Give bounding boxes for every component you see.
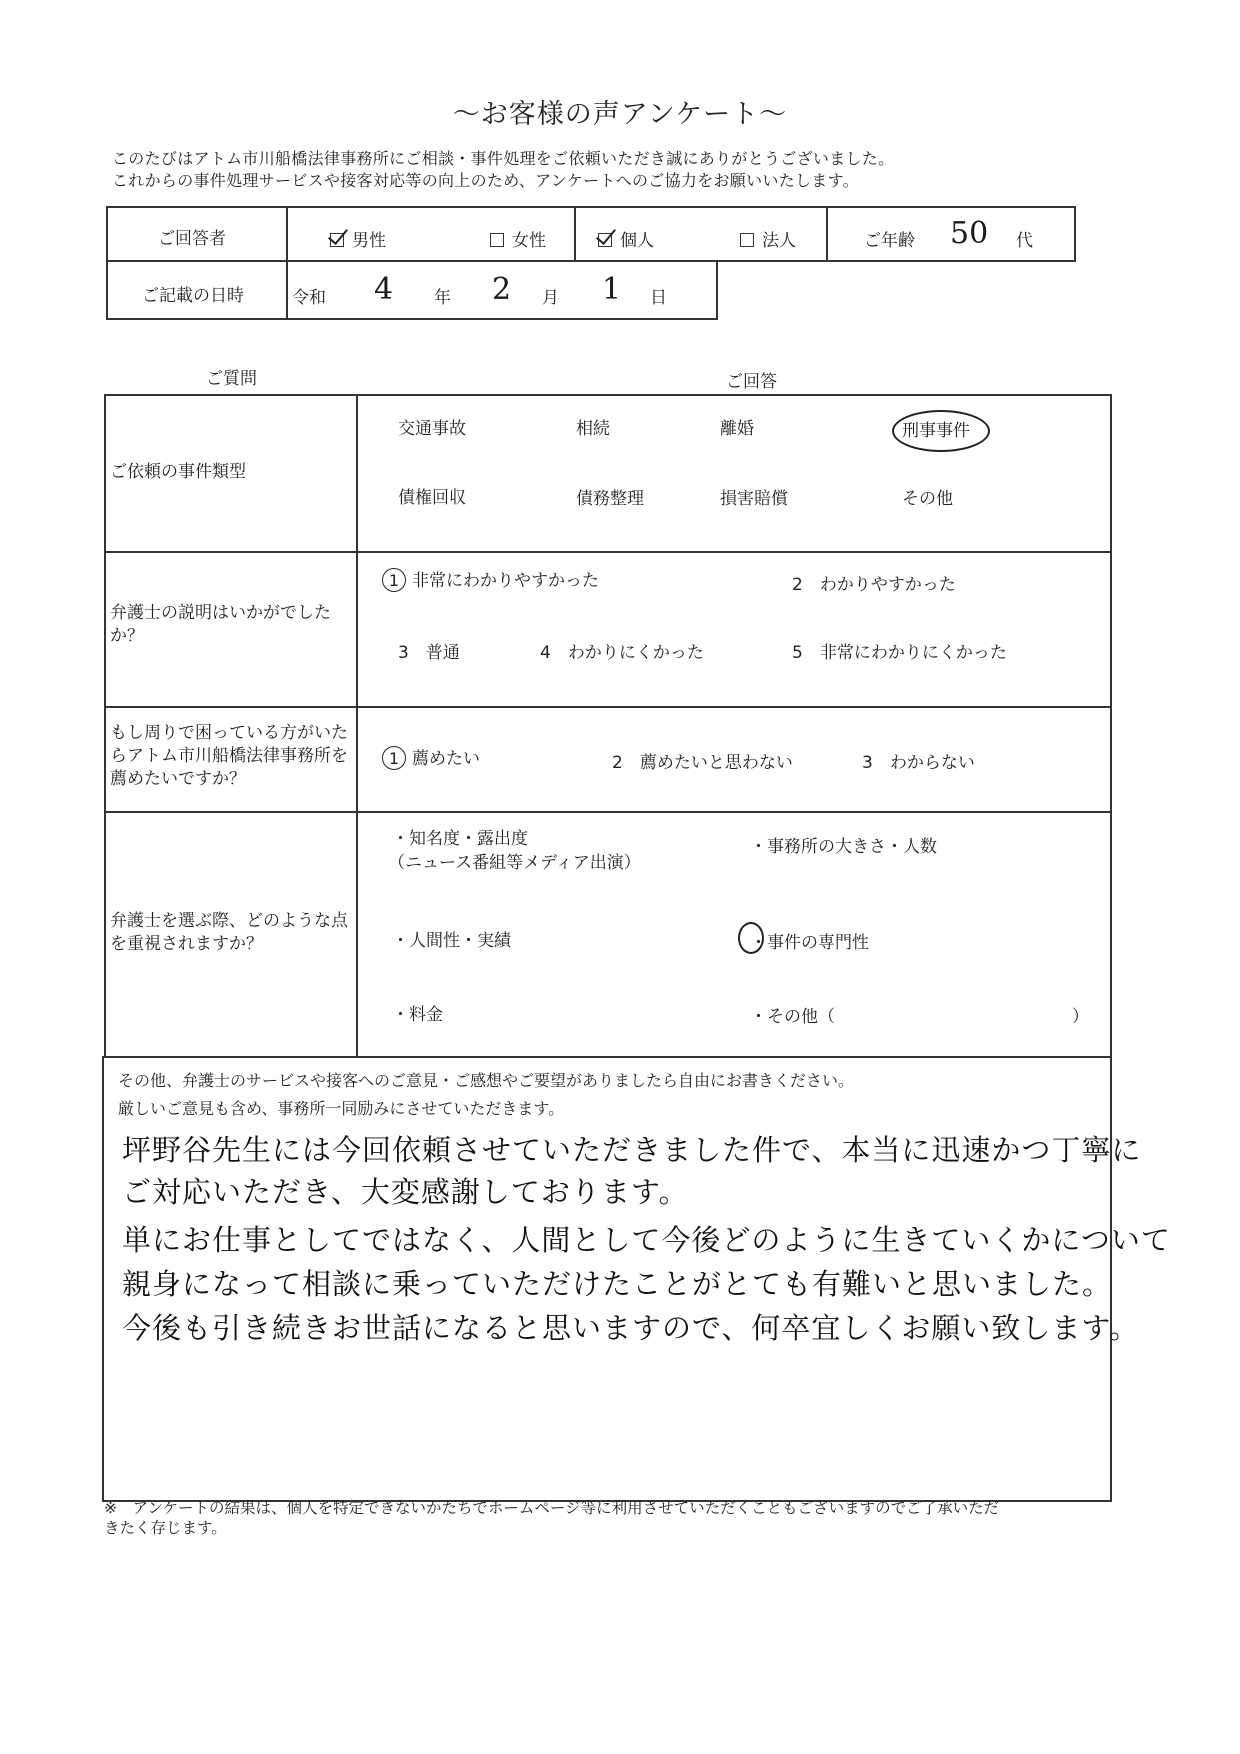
q2-option-3[interactable]: 3 普通 [398,643,460,663]
q4-option-other-close: ） [1072,1007,1089,1027]
female-label: 女性 [512,231,546,251]
date-year-value[interactable]: 4 [374,272,394,307]
q1-option-debt-consolidation[interactable]: 債務整理 [576,489,644,509]
q3-option-1[interactable] [382,744,480,770]
comment-line-3: 単にお仕事としてではなく、人間として今後どのように生きていくかについて [122,1223,1171,1257]
comment-prompt-2: 厳しいご意見も含め、事務所一同励みにさせていただきます。 [118,1099,565,1118]
male-option[interactable] [330,226,386,251]
q3-option-3[interactable]: 3 わからない [862,753,975,773]
q2-question: 弁護士の説明はいかがでしたか？ [110,603,331,646]
intro-line-2: これからの事件処理サービスや接客対応等の向上のため、アンケートへのご協力をお願いいたします。 [112,171,859,190]
age-value[interactable]: 50 [950,216,989,251]
comment-line-1: 坪野谷先生には今回依頼させていただきました件で、本当に迅速かつ丁寧に [122,1133,1142,1167]
female-checkbox[interactable] [490,233,504,247]
age-label: ご年齢 [864,231,915,251]
q1-option-criminal[interactable]: 刑事事件 [902,421,970,441]
corporation-label: 法人 [762,231,796,251]
q3-option-1-label: 薦めたい [412,749,480,769]
footnote-line-1: ※ アンケートの結果は、個人を特定できないかたちでホームページ等に利用させていただくこともございますのでご了承いただ [104,1499,1000,1517]
male-label: 男性 [352,231,386,251]
corporation-checkbox[interactable] [740,233,754,247]
q4-option-size[interactable]: ・事務所の大きさ・人数 [750,837,937,857]
individual-checkbox[interactable] [598,233,612,247]
male-checkbox[interactable] [330,233,344,247]
q4-question: 弁護士を選ぶ際、どのような点を重視されますか？ [110,911,348,954]
answer-header: ご回答 [726,372,777,392]
comment-prompt: その他、弁護士のサービスや接客へのご意見・ご感想やご要望がありましたら自由にお書きください。 [118,1071,855,1090]
q3-question: もし周りで困っている方がいたらアトム市川船橋法律事務所を薦めたいですか？ [110,723,348,789]
q1-option-inheritance[interactable]: 相続 [576,419,610,439]
q4-option-fee[interactable]: ・料金 [392,1005,443,1025]
question-header: ご質問 [206,369,257,389]
q3-option-1-circle: 1 [382,746,406,770]
q2-option-5[interactable]: 5 非常にわかりにくかった [792,643,1007,663]
date-day-value[interactable]: 1 [602,272,622,307]
footnote-line-2: きたく存じます。 [104,1519,227,1537]
date-year-label: 年 [434,288,451,308]
q1-option-other[interactable]: その他 [902,489,953,509]
q2-option-4[interactable]: 4 わかりにくかった [540,643,704,663]
page-title: ～お客様の声アンケート～ [452,99,788,130]
date-era: 令和 [292,288,326,308]
date-label: ご記載の日時 [142,286,244,306]
comment-line-4: 親身になって相談に乗っていただけたことがとても有難いと思いました。 [122,1267,1113,1301]
comment-line-5: 今後も引き続きお世話になると思いますので、何卒宜しくお願い致します。 [122,1311,1140,1345]
q1-question: ご依頼の事件類型 [110,462,246,482]
q1-option-debt-collection[interactable]: 債権回収 [398,488,466,508]
respondent-label: ご回答者 [158,229,226,249]
corporation-option[interactable] [740,226,796,251]
female-option[interactable] [490,226,546,251]
individual-option[interactable] [598,226,654,251]
age-suffix: 代 [1016,231,1033,251]
comment-line-2: ご対応いただき、大変感謝しております。 [122,1175,689,1209]
q1-option-divorce[interactable]: 離婚 [720,419,754,439]
q1-option-damages[interactable]: 損害賠償 [720,489,788,509]
q2-option-1-circle: 1 [382,568,406,592]
q4-option-specialty[interactable]: ・事件の専門性 [750,933,869,953]
q2-option-2[interactable]: 2 わかりやすかった [792,575,956,595]
q4-option-fame[interactable]: ・知名度・露出度 [392,829,528,849]
intro-line-1: このたびはアトム市川船橋法律事務所にご相談・事件処理をご依頼いただき誠にありがとうございました。 [112,149,895,168]
q2-option-1[interactable] [382,566,599,592]
q4-option-character[interactable]: ・人間性・実績 [392,931,511,951]
date-day-label: 日 [650,288,667,308]
q1-option-traffic[interactable]: 交通事故 [398,419,466,439]
date-month-label: 月 [542,288,559,308]
q4-option-fame-note: （ニュース番組等メディア出演） [388,853,641,873]
q2-option-1-label: 非常にわかりやすかった [412,571,599,591]
q4-option-other[interactable]: ・その他（ [750,1007,835,1027]
date-month-value[interactable]: 2 [492,272,512,307]
individual-label: 個人 [620,231,654,251]
q3-option-2[interactable]: 2 薦めたいと思わない [612,753,793,773]
